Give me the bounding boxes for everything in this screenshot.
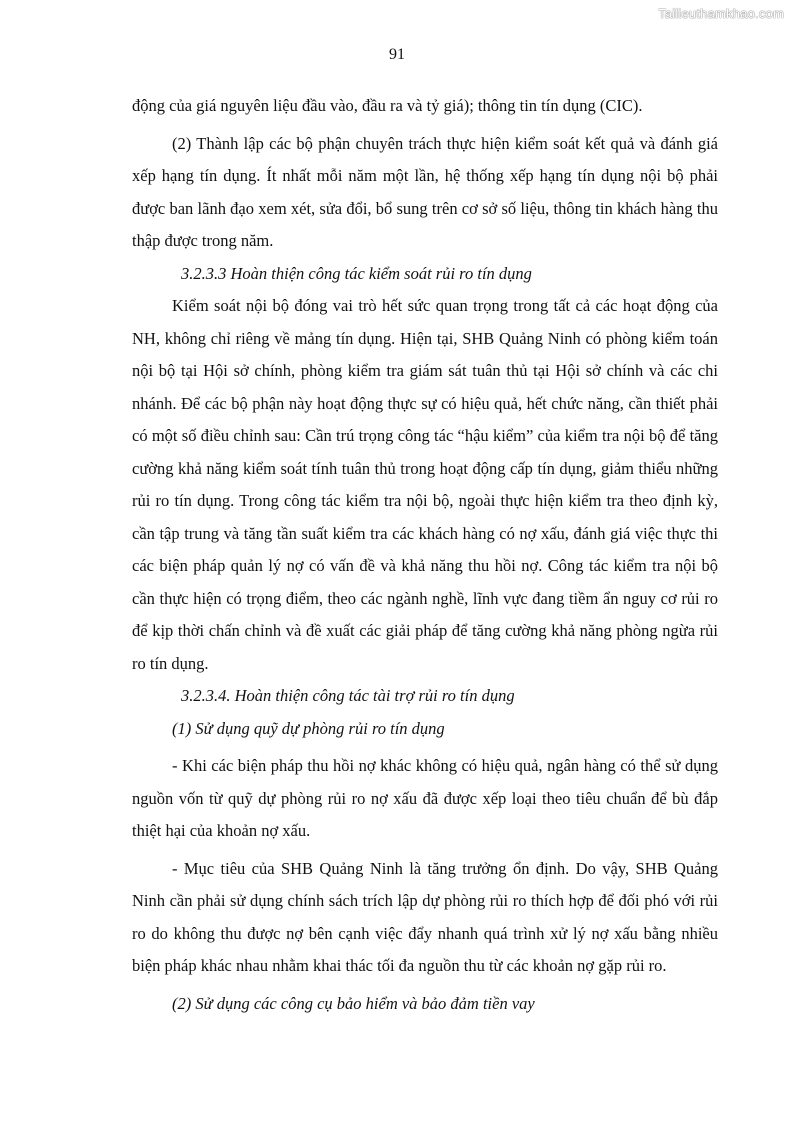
paragraph-credit-rating-units: (2) Thành lập các bộ phận chuyên trách thực hiện kiểm soát kết quả và đánh giá xếp hạng tín dụng. Ít nhất mỗi năm một lần, hệ thống xếp hạng tín dụng nội bộ phải được ban lãnh đạo xem xét, sửa đổi, bổ sung trên cơ sở số liệu, thông tin khách hàng thu thập được trong năm. <box>132 133 718 250</box>
paragraph-stable-growth: - Mục tiêu của SHB Quảng Ninh là tăng trưởng ổn định. Do vậy, SHB Quảng Ninh cần phải sử dụng chính sách trích lập dự phòng rủi ro thích hợp để đối phó với rủi ro do không thu được nợ bên cạnh việc đẩy nhanh quá trình xử lý nợ xấu bằng nhiều biện pháp khác nhau nhằm khai thác tối đa nguồn thu từ các khoản nợ gặp rủi ro. <box>132 858 718 975</box>
paragraph-reserve-fund-use: - Khi các biện pháp thu hồi nợ khác không có hiệu quả, ngân hàng có thể sử dụng nguồn vốn từ quỹ dự phòng rủi ro nợ xấu đã được xếp loại theo tiêu chuẩn để bù đắp thiệt hại của khoản nợ xấu. <box>132 756 718 840</box>
subheading-insurance-tools: (2) Sử dụng các công cụ bảo hiểm và bảo đảm tiền vay <box>172 993 535 1013</box>
paragraph-continuation: động của giá nguyên liệu đầu vào, đầu ra và tỷ giá); thông tin tín dụng (CIC). <box>132 96 643 115</box>
section-heading-3-2-3-3: 3.2.3.3 Hoàn thiện công tác kiểm soát rủi ro tín dụng <box>181 263 532 283</box>
paragraph-internal-control: Kiểm soát nội bộ đóng vai trò hết sức quan trọng trong tất cả các hoạt động của NH, không chỉ riêng về mảng tín dụng. Hiện tại, SHB Quảng Ninh có phòng kiểm toán nội bộ tại Hội sở chính, phòng kiểm tra giám sát tuân thủ tại Hội sở chính và các chi nhánh. Để các bộ phận này hoạt động thực sự có hiệu quả, hết chức năng, cần thiết phải có một số điều chỉnh sau: Cần trú trọng công tác “hậu kiểm” của kiểm tra nội bộ để tăng cường khả năng kiểm soát tính tuân thủ trong hoạt động cấp tín dụng, giảm thiểu những rủi ro tín dụng. Trong công tác kiểm tra nội bộ, ngoài thực hiện kiểm tra theo định kỳ, cần tập trung và tăng tần suất kiểm tra các khách hàng có nợ xấu, đánh giá việc thực thi các biện pháp quản lý nợ có vấn đề và khả năng thu hồi nợ. Công tác kiểm tra nội bộ cần thực hiện có trọng điểm, theo các ngành nghề, lĩnh vực đang tiềm ẩn nguy cơ rủi ro để kịp thời chấn chỉnh và đề xuất các giải pháp để tăng cường khả năng phòng ngừa rủi ro tín dụng. <box>132 296 718 673</box>
section-heading-3-2-3-4: 3.2.3.4. Hoàn thiện công tác tài trợ rủi ro tín dụng <box>181 686 515 705</box>
document-body <box>132 90 718 1020</box>
page-number: 91 <box>389 46 405 63</box>
subheading-reserve-fund: (1) Sử dụng quỹ dự phòng rủi ro tín dụng <box>172 718 445 738</box>
watermark: Tailieuthamkhao.com <box>658 6 784 21</box>
